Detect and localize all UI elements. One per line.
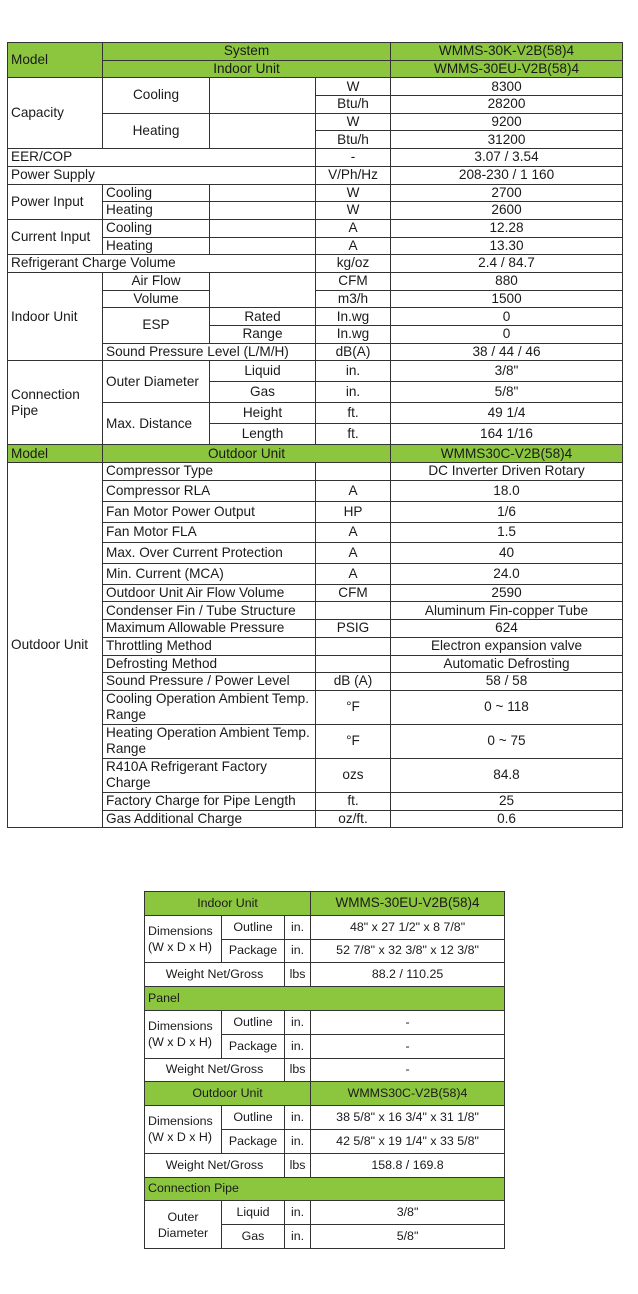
spl-value: 38 / 44 / 46 — [391, 343, 623, 361]
outdoor-row-label: Maximum Allowable Pressure — [103, 620, 316, 638]
dims-indoor-outline: 48" x 27 1/2" x 8 7/8" — [311, 915, 505, 939]
outdoor-row-label: Max. Over Current Protection — [103, 542, 316, 563]
outdoor-model: WMMS30C-V2B(58)4 — [391, 445, 623, 463]
pipe-length-unit: ft. — [316, 424, 391, 445]
empty-cell — [210, 78, 316, 113]
dims-weight-label: Weight Net/Gross — [145, 963, 285, 987]
outdoor-row-value: DC Inverter Driven Rotary — [391, 463, 623, 481]
empty-cell — [210, 219, 316, 237]
dims-outdoor-weight: 158.8 / 169.8 — [311, 1153, 505, 1177]
esp-range-value: 0 — [391, 326, 623, 344]
indoor-unit-label: Indoor Unit — [103, 60, 391, 78]
eer-unit: - — [316, 149, 391, 167]
dims-indoor-model: WMMS-30EU-V2B(58)4 — [311, 892, 505, 916]
outdoor-row-label: Sound Pressure / Power Level — [103, 673, 316, 691]
air-unit-m3h: m3/h — [316, 290, 391, 308]
power-input-cooling: Cooling — [103, 184, 210, 202]
eer-label: EER/COP — [8, 149, 316, 167]
dims-unit-in: in. — [285, 939, 311, 963]
dims-panel-label: Panel — [145, 987, 505, 1011]
outdoor-row-label: Fan Motor FLA — [103, 522, 316, 542]
indoor-model: WMMS-30EU-V2B(58)4 — [391, 60, 623, 78]
outdoor-row-value: 1.5 — [391, 522, 623, 542]
esp-label: ESP — [103, 308, 210, 343]
table-cell-unit: Btu/h — [316, 96, 391, 114]
outdoor-row-label: Fan Motor Power Output — [103, 501, 316, 522]
dims-outdoor-dimensions-label: Dimensions (W x D x H) — [145, 1106, 222, 1154]
power-input-label: Power Input — [8, 184, 103, 219]
capacity-label: Capacity — [8, 78, 103, 149]
table-cell-value: 28200 — [391, 96, 623, 114]
outdoor-row-unit: dB (A) — [316, 673, 391, 691]
eer-value: 3.07 / 3.54 — [391, 149, 623, 167]
dims-package-label: Package — [222, 1034, 285, 1058]
dimensions-table — [144, 891, 505, 1249]
outdoor-row-unit: ozs — [316, 758, 391, 792]
outdoor-row-unit: CFM — [316, 584, 391, 602]
spl-label: Sound Pressure Level (L/M/H) — [103, 343, 316, 361]
outdoor-row-label: Outdoor Unit Air Flow Volume — [103, 584, 316, 602]
esp-rated-value: 0 — [391, 308, 623, 326]
esp-range-label: Range — [210, 326, 316, 344]
outdoor-row-value: Aluminum Fin-copper Tube — [391, 602, 623, 620]
pipe-length-value: 164 1/16 — [391, 424, 623, 445]
dims-panel-package: - — [311, 1034, 505, 1058]
outdoor-row-unit — [316, 463, 391, 481]
outdoor-row-unit: oz/ft. — [316, 810, 391, 828]
outdoor-row-label: Factory Charge for Pipe Length — [103, 792, 316, 810]
power-input-heat-unit: W — [316, 202, 391, 220]
max-distance-label: Max. Distance — [103, 403, 210, 445]
dims-unit-lbs: lbs — [285, 963, 311, 987]
dims-gas-label: Gas — [222, 1225, 285, 1249]
pipe-section-label: Connection Pipe — [8, 361, 103, 445]
dims-outdoor-label: Outdoor Unit — [145, 1082, 311, 1106]
esp-rated-label: Rated — [210, 308, 316, 326]
outdoor-row-value: 0 ~ 75 — [391, 724, 623, 758]
dims-unit-in: in. — [285, 1225, 311, 1249]
table-cell-unit: W — [316, 78, 391, 96]
dims-outer-diameter-label: Outer Diameter — [145, 1201, 222, 1249]
outdoor-row-unit: A — [316, 563, 391, 584]
outdoor-row-value: Electron expansion valve — [391, 637, 623, 655]
air-value-cfm: 880 — [391, 272, 623, 290]
dims-unit-in: in. — [285, 1106, 311, 1130]
system-label: System — [103, 43, 391, 61]
dims-pipe-label: Connection Pipe — [145, 1177, 505, 1201]
capacity-heating: Heating — [103, 113, 210, 148]
dims-panel-weight: - — [311, 1058, 505, 1082]
air-unit-cfm: CFM — [316, 272, 391, 290]
esp-rated-unit: In.wg — [316, 308, 391, 326]
system-model: WMMS-30K-V2B(58)4 — [391, 43, 623, 61]
dims-unit-in: in. — [285, 1034, 311, 1058]
outdoor-row-label: Cooling Operation Ambient Temp. Range — [103, 690, 316, 724]
dims-unit-in: in. — [285, 915, 311, 939]
air-value-m3h: 1500 — [391, 290, 623, 308]
table-cell-unit: Btu/h — [316, 131, 391, 149]
pipe-liquid-value: 3/8" — [391, 361, 623, 382]
outdoor-row-label: Heating Operation Ambient Temp. Range — [103, 724, 316, 758]
dims-indoor-package: 52 7/8" x 32 3/8" x 12 3/8" — [311, 939, 505, 963]
spl-unit: dB(A) — [316, 343, 391, 361]
outdoor-row-unit: A — [316, 522, 391, 542]
outdoor-row-value: 25 — [391, 792, 623, 810]
dims-panel-dimensions-label: Dimensions (W x D x H) — [145, 1010, 222, 1058]
empty-cell — [210, 113, 316, 148]
outdoor-row-value: 84.8 — [391, 758, 623, 792]
power-supply-value: 208-230 / 1 160 — [391, 166, 623, 184]
outdoor-row-value: 624 — [391, 620, 623, 638]
current-input-cool-value: 12.28 — [391, 219, 623, 237]
pipe-gas-unit: in. — [316, 382, 391, 403]
current-input-heat-unit: A — [316, 237, 391, 255]
dims-gas-value: 5/8" — [311, 1225, 505, 1249]
table-cell-value: 8300 — [391, 78, 623, 96]
empty-cell — [210, 202, 316, 220]
refrigerant-unit: kg/oz — [316, 255, 391, 273]
outdoor-row-label: Compressor Type — [103, 463, 316, 481]
current-input-heating: Heating — [103, 237, 210, 255]
dims-weight-label: Weight Net/Gross — [145, 1058, 285, 1082]
dims-unit-in: in. — [285, 1010, 311, 1034]
power-input-heating: Heating — [103, 202, 210, 220]
refrigerant-label: Refrigerant Charge Volume — [8, 255, 316, 273]
dims-liquid-label: Liquid — [222, 1201, 285, 1225]
pipe-height-label: Height — [210, 403, 316, 424]
outdoor-row-value: 24.0 — [391, 563, 623, 584]
volume-label: Volume — [103, 290, 210, 308]
current-input-cooling: Cooling — [103, 219, 210, 237]
outdoor-row-unit — [316, 655, 391, 673]
outdoor-row-unit — [316, 637, 391, 655]
outdoor-row-value: 18.0 — [391, 480, 623, 501]
outdoor-unit-label: Outdoor Unit — [103, 445, 391, 463]
dims-indoor-dimensions-label: Dimensions (W x D x H) — [145, 915, 222, 963]
empty-cell — [210, 237, 316, 255]
pipe-liquid-unit: in. — [316, 361, 391, 382]
outdoor-row-unit: °F — [316, 690, 391, 724]
outer-diameter-label: Outer Diameter — [103, 361, 210, 403]
dims-outdoor-outline: 38 5/8" x 16 3/4" x 31 1/8" — [311, 1106, 505, 1130]
outdoor-row-label: Defrosting Method — [103, 655, 316, 673]
dims-unit-lbs: lbs — [285, 1058, 311, 1082]
empty-cell — [210, 272, 316, 307]
outdoor-row-value: 0.6 — [391, 810, 623, 828]
dims-indoor-label: Indoor Unit — [145, 892, 311, 916]
empty-cell — [210, 184, 316, 202]
pipe-length-label: Length — [210, 424, 316, 445]
pipe-height-value: 49 1/4 — [391, 403, 623, 424]
capacity-cooling: Cooling — [103, 78, 210, 113]
outdoor-row-value: 1/6 — [391, 501, 623, 522]
outdoor-row-value: Automatic Defrosting — [391, 655, 623, 673]
power-supply-unit: V/Ph/Hz — [316, 166, 391, 184]
dims-weight-label: Weight Net/Gross — [145, 1153, 285, 1177]
table-cell-unit: W — [316, 113, 391, 131]
outdoor-row-value: 0 ~ 118 — [391, 690, 623, 724]
outdoor-row-value: 2590 — [391, 584, 623, 602]
current-input-label: Current Input — [8, 219, 103, 254]
pipe-gas-label: Gas — [210, 382, 316, 403]
pipe-height-unit: ft. — [316, 403, 391, 424]
dims-unit-in: in. — [285, 1129, 311, 1153]
outdoor-row-label: Condenser Fin / Tube Structure — [103, 602, 316, 620]
dims-outline-label: Outline — [222, 915, 285, 939]
power-input-cool-unit: W — [316, 184, 391, 202]
specification-table — [7, 42, 623, 828]
outdoor-row-unit — [316, 602, 391, 620]
current-input-heat-value: 13.30 — [391, 237, 623, 255]
model-label: Model — [8, 43, 103, 78]
outdoor-row-unit: ft. — [316, 792, 391, 810]
outdoor-row-label: Throttling Method — [103, 637, 316, 655]
dims-outdoor-package: 42 5/8" x 19 1/4" x 33 5/8" — [311, 1129, 505, 1153]
dims-unit-in: in. — [285, 1201, 311, 1225]
outdoor-model-label: Model — [8, 445, 103, 463]
table-cell-value: 31200 — [391, 131, 623, 149]
esp-range-unit: In.wg — [316, 326, 391, 344]
dims-package-label: Package — [222, 1129, 285, 1153]
power-supply-label: Power Supply — [8, 166, 316, 184]
outdoor-row-value: 58 / 58 — [391, 673, 623, 691]
dims-outline-label: Outline — [222, 1010, 285, 1034]
outdoor-row-unit: A — [316, 542, 391, 563]
pipe-gas-value: 5/8" — [391, 382, 623, 403]
refrigerant-value: 2.4 / 84.7 — [391, 255, 623, 273]
outdoor-row-unit: °F — [316, 724, 391, 758]
outdoor-row-label: Compressor RLA — [103, 480, 316, 501]
dims-unit-lbs: lbs — [285, 1153, 311, 1177]
dims-liquid-value: 3/8" — [311, 1201, 505, 1225]
outdoor-row-value: 40 — [391, 542, 623, 563]
dims-package-label: Package — [222, 939, 285, 963]
dims-outdoor-model: WMMS30C-V2B(58)4 — [311, 1082, 505, 1106]
outdoor-row-label: Gas Additional Charge — [103, 810, 316, 828]
outdoor-row-label: Min. Current (MCA) — [103, 563, 316, 584]
current-input-cool-unit: A — [316, 219, 391, 237]
outdoor-section-label: Outdoor Unit — [8, 463, 103, 828]
indoor-section-label: Indoor Unit — [8, 272, 103, 360]
power-input-cool-value: 2700 — [391, 184, 623, 202]
outdoor-row-unit: HP — [316, 501, 391, 522]
air-flow-label: Air Flow — [103, 272, 210, 290]
dims-panel-outline: - — [311, 1010, 505, 1034]
table-cell-value: 9200 — [391, 113, 623, 131]
power-input-heat-value: 2600 — [391, 202, 623, 220]
dims-indoor-weight: 88.2 / 110.25 — [311, 963, 505, 987]
dims-outline-label: Outline — [222, 1106, 285, 1130]
outdoor-row-label: R410A Refrigerant Factory Charge — [103, 758, 316, 792]
outdoor-row-unit: A — [316, 480, 391, 501]
pipe-liquid-label: Liquid — [210, 361, 316, 382]
outdoor-row-unit: PSIG — [316, 620, 391, 638]
